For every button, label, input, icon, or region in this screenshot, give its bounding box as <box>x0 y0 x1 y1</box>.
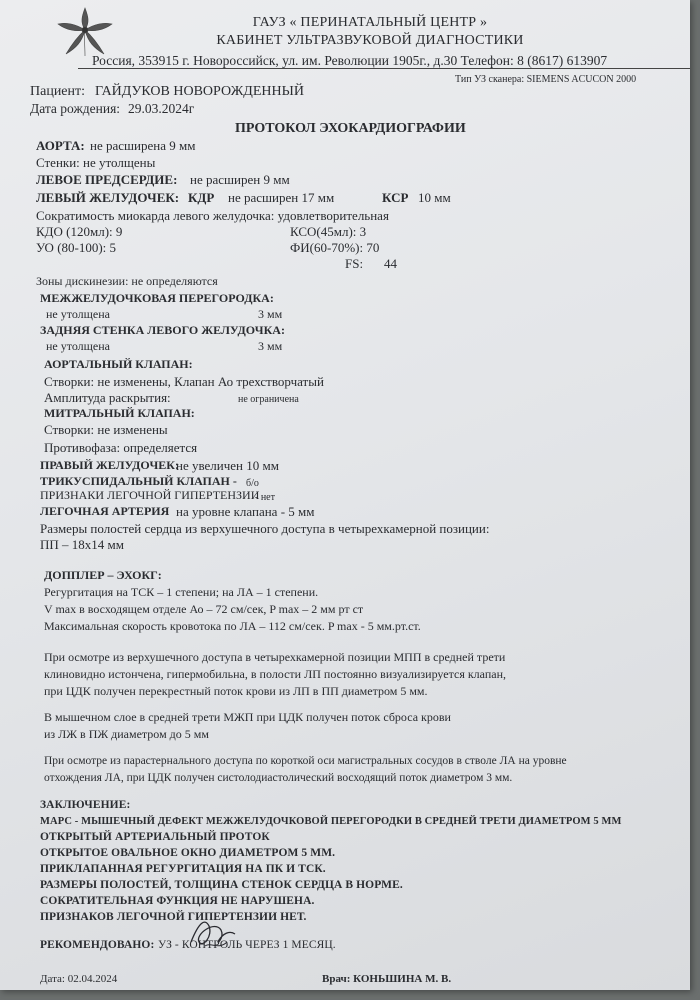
paragraph-2-line-1: В мышечном слое в средней трети МЖП при ЦДК получен поток сброса крови <box>44 710 451 724</box>
aorta-text: не расширена 9 мм <box>90 138 196 153</box>
rv-text: не увеличен 10 мм <box>176 458 279 473</box>
page-title: ПРОТОКОЛ ЭХОКАРДИОГРАФИИ <box>235 121 466 136</box>
doctor-name: Врач: КОНЬШИНА М. В. <box>322 973 452 985</box>
doppler-line-2: V max в восходящем отделе Ао – 72 см/сек, P max – 2 мм рт ст <box>44 602 364 616</box>
dob-value: 29.03.2024г <box>128 101 195 116</box>
ph-label: ПРИЗНАКИ ЛЕГОЧНОЙ ГИПЕРТЕНЗИИ <box>40 488 260 502</box>
lv-label: ЛЕВЫЙ ЖЕЛУДОЧЕК: <box>36 190 180 205</box>
dob-label: Дата рождения: <box>30 101 121 116</box>
av-amplitude-label: Амплитуда раскрытия: <box>44 390 171 405</box>
av-amplitude-text: не ограничена <box>238 394 299 405</box>
conclusion-label: ЗАКЛЮЧЕНИЕ: <box>40 799 131 811</box>
scanner-type: Тип УЗ сканера: SIEMENS ACUCON 2000 <box>455 74 637 85</box>
recommendation-text: УЗ - КОНТРОЛЬ ЧЕРЕЗ 1 МЕСЯЦ. <box>158 939 336 951</box>
conclusion-item-1: МАРС - МЫШЕЧНЫЙ ДЕФЕКТ МЕЖЖЕЛУДОЧКОВОЙ ПЕРЕГОРОДКИ В СРЕДНЕЙ ТРЕТИ ДИАМЕТРОМ 5 ММ <box>40 816 622 827</box>
walls-text: Стенки: не утолщены <box>36 155 156 170</box>
ph-text: - нет <box>255 492 275 503</box>
lv-kdr-text: не расширен 17 мм <box>228 190 335 205</box>
header-line-2: КАБИНЕТ УЛЬТРАЗВУКОВОЙ ДИАГНОСТИКИ <box>216 33 524 48</box>
doctor-signature-icon <box>185 912 240 954</box>
conclusion-item-2: ОТКРЫТЫЙ АРТЕРИАЛЬНЫЙ ПРОТОК <box>40 831 270 843</box>
aorta-label: АОРТА: <box>36 138 85 153</box>
pa-text: на уровне клапана - 5 мм <box>176 504 315 519</box>
conclusion-item-5: РАЗМЕРЫ ПОЛОСТЕЙ, ТОЛЩИНА СТЕНОК СЕРДЦА В НОРМЕ. <box>40 879 403 891</box>
header-line-1: ГАУЗ « ПЕРИНАТАЛЬНЫЙ ЦЕНТР » <box>252 15 488 30</box>
patient-name: ГАЙДУКОВ НОВОРОЖДЕННЫЙ <box>95 84 304 99</box>
pa-label: ЛЕГОЧНАЯ АРТЕРИЯ <box>40 504 170 518</box>
mv-leaflets: Створки: не изменены <box>44 422 168 437</box>
paragraph-1-line-3: при ЦДК получен перекрестный поток крови из ЛП в ПП диаметром 5 мм. <box>44 684 428 698</box>
lvpw-value: 3 мм <box>258 339 283 353</box>
av-leaflets: Створки: не изменены, Клапан Ао трехстворчатый <box>44 374 324 389</box>
av-label: АОРТАЛЬНЫЙ КЛАПАН: <box>44 357 193 371</box>
ivs-label: МЕЖЖЕЛУДОЧКОВАЯ ПЕРЕГОРОДКА: <box>40 291 274 305</box>
fs-label: FS: <box>345 256 364 271</box>
lv-ksr-label: КСР <box>382 190 409 205</box>
conclusion-item-3: ОТКРЫТОЕ ОВАЛЬНОЕ ОКНО ДИАМЕТРОМ 5 ММ. <box>40 847 336 859</box>
rp-text: ПП – 18х14 мм <box>40 537 124 552</box>
paragraph-1-line-1: При осмотре из верхушечного доступа в четырехкамерной позиции МПП в средней трети <box>44 650 506 664</box>
sizes-text: Размеры полостей сердца из верхушечного доступа в четырехкамерной позиции: <box>40 521 490 536</box>
doppler-line-3: Максимальная скорость кровотока по ЛА – 112 см/сек. P max - 5 мм.рт.ст. <box>44 619 421 633</box>
conclusion-item-4: ПРИКЛАПАННАЯ РЕГУРГИТАЦИЯ НА ПК И ТСК. <box>40 863 326 875</box>
lv-kdr-label: КДР <box>188 190 215 205</box>
patient-label: Пациент: <box>30 84 86 99</box>
doppler-label: ДОППЛЕР – ЭХОКГ: <box>44 568 162 582</box>
paragraph-3-line-1: При осмотре из парастернального доступа по короткой оси магистральных сосудов в стволе ЛА на уровне <box>44 755 567 767</box>
contractility-text: Сократимость миокарда левого желудочка: удовлетворительная <box>36 208 389 223</box>
fi-text: ФИ(60-70%): 70 <box>290 240 380 255</box>
la-text: не расширен 9 мм <box>190 172 290 187</box>
lvpw-text: не утолщена <box>46 339 110 353</box>
dyskinesis-text: Зоны дискинезии: не определяются <box>36 274 218 288</box>
tv-label: ТРИКУСПИДАЛЬНЫЙ КЛАПАН - <box>40 474 237 488</box>
uo-text: УО (80-100): 5 <box>36 240 117 255</box>
paragraph-3-line-2: отхождения ЛА, при ЦДК получен систолодиастолический восходящий поток диаметром 3 мм. <box>44 772 513 784</box>
report-date: Дата: 02.04.2024 <box>40 973 118 985</box>
conclusion-item-7: ПРИЗНАКОВ ЛЕГОЧНОЙ ГИПЕРТЕНЗИИ НЕТ. <box>40 911 307 923</box>
kdo-text: КДО (120мл): 9 <box>36 224 123 239</box>
recommendation-label: РЕКОМЕНДОВАНО: <box>40 939 155 951</box>
paragraph-2-line-2: из ЛЖ в ПЖ диаметром до 5 мм <box>44 727 209 741</box>
conclusion-item-6: СОКРАТИТЕЛЬНАЯ ФУНКЦИЯ НЕ НАРУШЕНА. <box>40 895 315 907</box>
doppler-line-1: Регургитация на ТСК – 1 степени; на ЛА – 1 степени. <box>44 585 319 599</box>
header-rule <box>78 68 690 69</box>
tv-text: б/о <box>246 478 259 489</box>
paragraph-1-line-2: клиновидно истончена, гипермобильна, в полости ЛП постоянно визуализируется клапан, <box>44 667 506 681</box>
fs-value: 44 <box>384 256 397 271</box>
header-address: Россия, 353915 г. Новороссийск, ул. им. Революции 1905г., д.30 Телефон: 8 (8617) 613907 <box>92 53 608 68</box>
lv-ksr-text: 10 мм <box>418 190 451 205</box>
ivs-text: не утолщена <box>46 307 110 321</box>
lvpw-label: ЗАДНЯЯ СТЕНКА ЛЕВОГО ЖЕЛУДОЧКА: <box>40 323 285 337</box>
rv-label: ПРАВЫЙ ЖЕЛУДОЧЕК: <box>40 458 179 472</box>
mv-antiphase: Противофаза: определяется <box>44 440 198 455</box>
mv-label: МИТРАЛЬНЫЙ КЛАПАН: <box>44 406 195 420</box>
ivs-value: 3 мм <box>258 307 283 321</box>
kso-text: КСО(45мл): 3 <box>290 224 367 239</box>
la-label: ЛЕВОЕ ПРЕДСЕРДИЕ: <box>36 172 178 187</box>
